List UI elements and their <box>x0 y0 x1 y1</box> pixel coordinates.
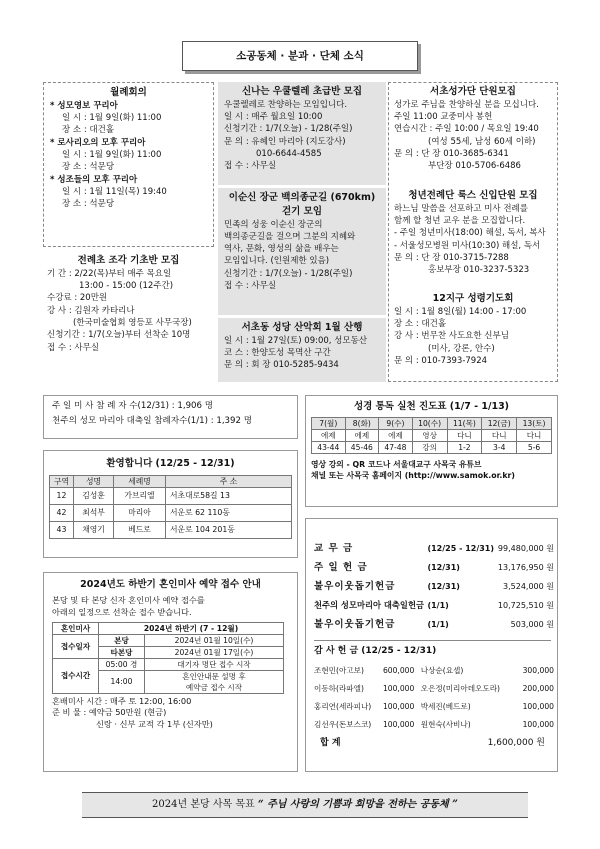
finance-label: 천주의 성모마리아 대축일헌금 <box>314 600 424 611</box>
attendance-box <box>43 395 298 439</box>
text-line: 일 시 : 1월 27일(토) 09:00, 성모동산 <box>224 335 368 346</box>
text-line: 문 의 : 단 장 010-3685-6341 <box>394 149 509 160</box>
text-line: 문 의 : 회 장 010-5285-9434 <box>224 360 339 371</box>
table-cell: 에제 <box>312 429 346 441</box>
table-row <box>53 634 284 646</box>
mountain-title: 서초동 성당 산악회 1월 산행 <box>241 322 363 333</box>
table-cell: 접수시간 <box>53 658 99 693</box>
table-header: 주 소 <box>166 475 292 487</box>
attendance-line-2 <box>52 415 289 427</box>
table-cell: 가브리엘 <box>114 488 166 505</box>
text-line: 문 의 : 유혜인 마리아 (지도강사) <box>224 136 346 147</box>
attendance-value: 1,906 명 <box>177 401 214 411</box>
table-cell: 접수일자 <box>53 634 99 658</box>
table-cell: 2024년 01월 10일(수) <box>145 634 284 646</box>
thanks-row <box>314 661 554 679</box>
table-cell: 대기자 명단 접수 시작 <box>145 658 284 670</box>
donor-amount: 300,000 <box>522 665 554 675</box>
text-line: 모임입니다. (인원제한 있음) <box>224 256 330 267</box>
text-line: 신청기간 : 1/7(오늘) - 1/28(주일) <box>224 268 353 279</box>
donor-name: 이동하(라파엘) <box>314 683 364 693</box>
finance-label: 주 일 헌 금 <box>314 561 368 573</box>
table-cell: 14:00 <box>99 670 145 693</box>
finance-value: 503,000 원 <box>510 619 554 629</box>
table-header: 13(토) <box>517 417 552 429</box>
donor-amount: 100,000 <box>522 719 554 729</box>
table-cell: 서운로 104 201동 <box>166 522 292 539</box>
text-line: 함께 할 청년 교우 분을 모집합니다. <box>394 216 526 227</box>
text-line: 일 시 : 1월 8일(월) 14:00 - 17:00 <box>394 306 527 317</box>
table-cell: 김성훈 <box>74 488 114 505</box>
welcome-table <box>49 475 292 539</box>
bible-reading-note: 영상 강의 - QR 코드나 서울대교구 사목국 유튜브 <box>311 459 482 469</box>
finance-period: (1/1) <box>427 619 449 629</box>
table-header: 2024년 하반기 (7 - 12월) <box>99 622 284 634</box>
finance-label: 불우이웃돕기헌금 <box>314 580 396 592</box>
table-row <box>50 488 292 505</box>
total-value: 1,600,000 원 <box>487 738 545 749</box>
finance-value: 99,480,000 원 <box>497 543 554 553</box>
donor-name: 나상순(요셉) <box>420 665 464 675</box>
text-line: 접 수 : 사무실 <box>47 342 100 353</box>
donor-name: 오은정(미리아데오도라) <box>420 683 501 693</box>
table-cell: 2024년 01월 17일(수) <box>145 646 284 658</box>
finance-period: (1/1) <box>427 600 449 610</box>
table-cell: 최석부 <box>74 505 114 522</box>
text-line: 접 수 : 사무실 <box>224 281 277 292</box>
table-cell: 45-46 <box>345 441 379 453</box>
thanks-title: 감 사 헌 금 (12/25 - 12/31) <box>314 646 437 656</box>
monthly-meeting-title: 월례회의 <box>110 87 147 98</box>
finance-row <box>314 577 554 596</box>
wedding-note: 신랑 · 신부 교적 각 1부 (신자만) <box>96 719 213 730</box>
text-line: 수강료 : 20만원 <box>47 293 108 304</box>
prayer-box <box>390 291 556 379</box>
footer-prefix: 2024년 본당 사목 목표 <box>152 799 255 810</box>
table-cell: 1-2 <box>447 441 482 453</box>
choir-title: 서초성가단 단원모집 <box>430 86 516 97</box>
finance-label: 불우이웃돕기헌금 <box>314 618 396 630</box>
attendance-value: 1,392 명 <box>216 416 252 427</box>
sculpture-title: 전례초 조각 기초반 모집 <box>77 255 180 266</box>
table-cell: 05:00 경 <box>99 658 145 670</box>
text-line: 기 간 : 2/22(목)부터 매주 목요일 <box>47 268 172 279</box>
text-line: (한국미술협회 영등포 사무국장) <box>73 318 192 329</box>
bible-reading-note: 채널 또는 사목국 홈페이지 (http://www.samok.or.kr) <box>311 471 515 481</box>
group-place: 장 소 : 석문당 <box>62 199 115 210</box>
finance-period: (12/31) <box>427 562 460 572</box>
table-header: 8(화) <box>345 417 379 429</box>
table-header: 세례명 <box>114 475 166 487</box>
table-cell: 서초대로58길 13 <box>166 488 292 505</box>
prayer-title: 12지구 성령기도회 <box>432 293 514 304</box>
text-line: (미사, 강론, 안수) <box>428 343 495 354</box>
text-line: 민족의 성웅 이순신 장군의 <box>224 219 323 230</box>
pilgrimage-box <box>218 188 386 315</box>
donor-amount: 100,000 <box>382 701 415 711</box>
monthly-meeting-box <box>43 82 214 247</box>
bible-reading-table <box>311 417 552 454</box>
table-row <box>50 522 292 539</box>
finance-label: 교 무 금 <box>314 542 354 554</box>
text-line: 우쿨렐레로 찬양하는 모임입니다. <box>224 99 348 110</box>
table-header: 구역 <box>50 475 74 487</box>
text-line: 하느님 말씀을 선포하고 미사 전례를 <box>394 203 528 214</box>
finance-value: 3,524,000 원 <box>503 581 554 591</box>
group-date: 일 시 : 1월 11일(목) 19:40 <box>62 186 167 197</box>
table-cell: 강의 <box>412 441 447 453</box>
text-line: 성가로 주님을 찬양하실 분을 모십니다. <box>394 99 539 110</box>
text-line: 코 스 : 한양도성 목멱산 구간 <box>224 348 331 359</box>
table-cell: 43-44 <box>312 441 346 453</box>
text-line: 장 소 : 대건홀 <box>394 319 447 330</box>
finance-period: (12/31) <box>427 581 460 591</box>
table-cell: 에제 <box>345 429 379 441</box>
text-line: - 서울성모병원 미사(10:30) 해설, 독서 <box>394 240 541 251</box>
table-cell: 채영기 <box>74 522 114 539</box>
table-cell: 에제 <box>379 429 413 441</box>
youth-title: 청년전례단 룩스 신입단원 모집 <box>408 190 538 201</box>
text-line: 010-6644-4585 <box>256 149 322 160</box>
table-cell: 3-4 <box>482 441 517 453</box>
table-row <box>312 429 552 441</box>
finance-period: (12/25 - 12/31) <box>427 543 495 553</box>
donor-name: 박세진(베드로) <box>420 701 471 711</box>
mountain-box <box>218 318 386 382</box>
table-header-row <box>53 622 284 634</box>
donor-amount: 100,000 <box>382 719 415 729</box>
table-cell: 다니 <box>482 429 517 441</box>
donor-name: 김선우(돈보스코) <box>314 719 372 729</box>
cell-line: 혼인안내문 설명 후 <box>182 671 246 681</box>
table-header: 혼인미사 <box>53 622 99 634</box>
table-cell: 5-6 <box>517 441 552 453</box>
donor-name: 홍리연(세라피나) <box>314 701 372 711</box>
donor-amount: 200,000 <box>522 683 554 693</box>
group-3 <box>50 174 207 211</box>
donor-amount: 100,000 <box>382 683 415 693</box>
group-2 <box>50 137 207 174</box>
table-row <box>53 658 284 670</box>
footer-banner <box>82 792 528 818</box>
wedding-title: 2024년도 하반기 혼인미사 예약 접수 안내 <box>80 579 261 590</box>
text-line: 연습시간 : 주일 10:00 / 목요일 19:40 <box>394 124 539 135</box>
finance-row <box>314 558 554 577</box>
table-cell: 다니 <box>517 429 552 441</box>
wedding-box <box>43 572 298 772</box>
cell-line: 예약금 접수 시작 <box>185 682 243 692</box>
attendance-line-1 <box>52 400 289 412</box>
attendance-label: 주 일 미 사 참 례 자 수(12/31) : <box>52 401 175 411</box>
text-line: 홍보부장 010-3237-5323 <box>428 265 530 276</box>
finance-box <box>305 518 558 772</box>
total-label: 합 계 <box>320 738 341 749</box>
donor-amount: 600,000 <box>382 665 415 675</box>
text-line: - 주일 청년미사(18:00) 해설, 독서, 복사 <box>394 228 546 239</box>
table-cell: 12 <box>50 488 74 505</box>
table-cell: 47-48 <box>379 441 413 453</box>
table-header: 12(금) <box>482 417 517 429</box>
thanks-row <box>314 715 554 733</box>
text-line: 부단장 010-5706-6486 <box>428 161 521 172</box>
text-line: 강 사 : 번무찬 사도요한 신부님 <box>394 331 509 342</box>
table-cell: 마리아 <box>114 505 166 522</box>
table-cell: 본당 <box>99 634 145 646</box>
text-line: 접 수 : 사무실 <box>224 161 277 172</box>
text-line: 문 의 : 010-7393-7924 <box>394 356 488 367</box>
text-line: 13:00 - 15:00 (12주간) <box>79 281 174 292</box>
finance-row <box>314 539 554 558</box>
wedding-table <box>52 622 284 694</box>
bible-reading-box <box>305 395 558 507</box>
text-line: 문 의 : 단 장 010-3715-7288 <box>394 253 509 264</box>
table-header: 9(수) <box>379 417 413 429</box>
group-place: 장 소 : 석문당 <box>62 162 115 173</box>
group-date: 일 시 : 1월 9일(화) 11:00 <box>62 150 162 161</box>
wedding-intro: 본당 및 타 본당 신자 혼인미사 예약 접수를 <box>52 594 205 605</box>
thanks-row <box>314 679 554 697</box>
table-cell: 42 <box>50 505 74 522</box>
table-cell: 베드로 <box>114 522 166 539</box>
finance-value: 10,725,510 원 <box>497 600 554 610</box>
sculpture-box <box>43 252 214 382</box>
total-row <box>314 737 551 750</box>
group-name: * 성모영보 꾸리아 <box>50 100 118 111</box>
finance-row <box>314 596 554 615</box>
text-line: 일 시 : 매주 월요일 10:00 <box>224 112 323 123</box>
table-row <box>50 505 292 522</box>
text-line: 강 사 : 김원자 카타리나 <box>47 305 135 316</box>
group-date: 일 시 : 1월 9일(화) 11:00 <box>62 113 162 124</box>
group-1 <box>50 100 207 137</box>
table-header-row <box>50 475 292 487</box>
pilgrimage-subtitle: 걷기 모임 <box>281 205 322 217</box>
bible-reading-title: 성경 통독 실천 진도표 (1/7 - 1/13) <box>353 401 510 412</box>
text-line: 백의종군길을 걸으며 그분의 지혜와 <box>224 231 356 242</box>
table-cell <box>145 670 284 693</box>
table-header: 7(월) <box>312 417 346 429</box>
text-line: 역사, 문화, 영성의 삶을 배우는 <box>224 244 339 255</box>
wedding-note: 혼배미사 시간 : 매주 토 12:00, 16:00 <box>52 695 192 706</box>
text-line: 신청기간 : 1/7(오늘)부터 선착순 10명 <box>47 330 191 341</box>
donor-name: 조현민(아고보) <box>314 665 364 675</box>
thanks-row <box>314 697 554 715</box>
wedding-note: 준 비 물 : 예약금 50만원 (현금) <box>52 707 167 718</box>
group-name: * 로사리오의 모후 꾸리아 <box>50 137 146 148</box>
welcome-title: 환영합니다 (12/25 - 12/31) <box>106 458 235 469</box>
group-name: * 성조들의 모후 꾸리아 <box>50 174 138 185</box>
donor-amount: 100,000 <box>522 701 554 711</box>
text-line: 신청기간 : 1/7(오늘) - 1/28(주일) <box>224 124 353 135</box>
youth-box <box>390 188 556 288</box>
footer-motto: “ 주님 사랑의 기쁨과 희망을 전하는 공동체 ” <box>257 799 458 810</box>
finance-row <box>314 615 554 634</box>
finance-value: 13,176,950 원 <box>497 562 554 572</box>
pilgrimage-title: 이순신 장군 백의종군길 (670km) <box>228 192 376 203</box>
section-header: 소공동체 · 분과 · 단체 소식 <box>182 41 418 71</box>
choir-box <box>390 84 556 184</box>
finance-table <box>314 539 554 634</box>
table-row <box>312 441 552 453</box>
text-line: 주일 11:00 교중미사 봉헌 <box>394 112 493 123</box>
table-cell: 서운로 62 110동 <box>166 505 292 522</box>
wedding-intro: 아래의 일정으로 선착순 접수 받습니다. <box>52 606 192 617</box>
table-cell: 다니 <box>447 429 482 441</box>
ukulele-title: 신나는 우쿨렐레 초급반 모집 <box>241 86 363 97</box>
donor-name: 원현숙(사비나) <box>420 719 471 729</box>
table-header: 10(수) <box>412 417 447 429</box>
table-cell: 타본당 <box>99 646 145 658</box>
attendance-label: 천주의 성모 마리아 대축일 참례자수(1/1) : <box>52 416 214 427</box>
welcome-box <box>43 450 298 558</box>
ukulele-box <box>218 82 386 185</box>
group-place: 장 소 : 대건홀 <box>62 125 115 136</box>
table-cell: 43 <box>50 522 74 539</box>
text-line: (여성 55세, 남성 60세 이하) <box>428 136 536 147</box>
thanks-table <box>314 661 554 733</box>
table-cell: 영상 <box>412 429 447 441</box>
table-header-row <box>312 417 552 429</box>
table-header: 11(목) <box>447 417 482 429</box>
table-header: 성명 <box>74 475 114 487</box>
